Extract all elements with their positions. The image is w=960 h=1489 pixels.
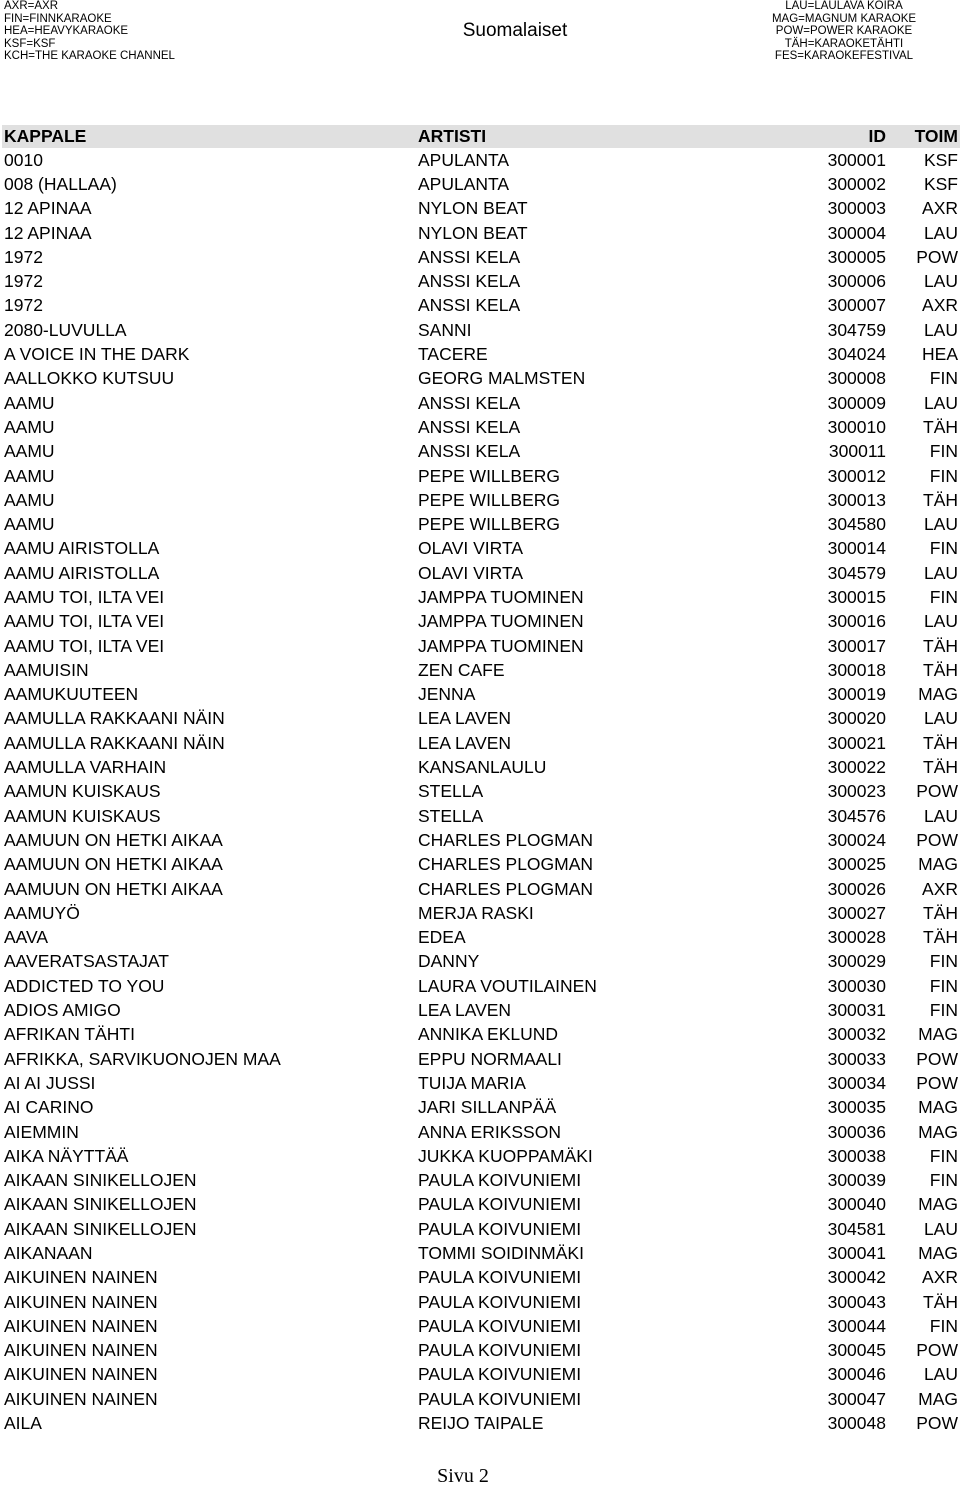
song-cell: AAMU TOI, ILTA VEI xyxy=(4,635,165,656)
artist-cell: SANNI xyxy=(418,319,472,340)
id-cell: 300007 xyxy=(827,295,886,316)
song-cell: ADIOS AMIGO xyxy=(4,1000,121,1021)
id-cell: 300044 xyxy=(827,1315,886,1336)
supplier-cell: FIN xyxy=(929,441,958,462)
table-row xyxy=(2,464,960,488)
supplier-cell: FIN xyxy=(929,368,958,389)
song-cell: AAMU AIRISTOLLA xyxy=(4,562,160,583)
song-cell: AAMUUN ON HETKI AIKAA xyxy=(4,878,223,899)
supplier-cell: POW xyxy=(916,1048,958,1069)
song-cell: 12 APINAA xyxy=(4,222,92,243)
table-row xyxy=(2,1314,960,1338)
id-cell: 300030 xyxy=(827,975,886,996)
song-cell: AAMU xyxy=(4,514,55,535)
artist-cell: CHARLES PLOGMAN xyxy=(418,878,594,899)
id-cell: 304580 xyxy=(827,514,886,535)
id-cell: 304581 xyxy=(827,1218,886,1239)
song-cell: AIKUINEN NAINEN xyxy=(4,1388,158,1409)
song-cell: AIKUINEN NAINEN xyxy=(4,1267,158,1288)
artist-cell: JAMPPA TUOMINEN xyxy=(418,586,584,607)
table-row xyxy=(2,440,960,464)
song-cell: AAMULLA RAKKAANI NÄIN xyxy=(4,732,225,753)
song-cell: AAVERATSASTAJAT xyxy=(4,951,169,972)
supplier-cell: TÄH xyxy=(923,927,958,948)
song-cell: 008 (HALLAA) xyxy=(4,173,117,194)
artist-cell: PAULA KOIVUNIEMI xyxy=(418,1291,582,1312)
song-cell: AAMUUN ON HETKI AIKAA xyxy=(4,854,223,875)
supplier-cell: MAG xyxy=(918,1243,958,1263)
song-cell: AIKAAN SINIKELLOJEN xyxy=(4,1194,197,1215)
id-cell: 300043 xyxy=(827,1291,886,1312)
supplier-cell: FIN xyxy=(929,465,958,486)
table-row xyxy=(2,415,960,439)
song-cell: AAMU xyxy=(4,441,55,462)
artist-cell: APULANTA xyxy=(418,173,510,194)
supplier-cell: POW xyxy=(916,246,958,267)
table-row xyxy=(2,853,960,877)
table-header-row xyxy=(2,125,960,148)
id-cell: 300042 xyxy=(827,1267,886,1288)
supplier-cell: HEA xyxy=(922,344,958,365)
id-cell: 300024 xyxy=(827,829,886,850)
id-cell: 300020 xyxy=(827,708,886,729)
artist-cell: GEORG MALMSTEN xyxy=(418,368,586,389)
artist-cell: PEPE WILLBERG xyxy=(418,514,560,535)
artist-cell: JAMPPA TUOMINEN xyxy=(418,635,584,656)
supplier-cell: MAG xyxy=(918,684,958,705)
legend-item: KSF=KSF xyxy=(4,37,56,50)
table-row xyxy=(2,488,960,512)
id-cell: 300031 xyxy=(827,1000,886,1021)
table-row xyxy=(2,755,960,779)
supplier-cell: TÄH xyxy=(923,416,958,437)
artist-cell: ANSSI KELA xyxy=(418,441,521,462)
table-row xyxy=(2,172,960,196)
id-cell: 300034 xyxy=(827,1072,886,1093)
song-cell: AIKUINEN NAINEN xyxy=(4,1340,158,1361)
supplier-cell: LAU xyxy=(923,562,958,583)
artist-cell: PAULA KOIVUNIEMI xyxy=(418,1315,582,1336)
id-cell: 300046 xyxy=(827,1364,886,1385)
supplier-cell: AXR xyxy=(922,1267,958,1288)
supplier-cell: LAU xyxy=(923,392,958,413)
supplier-cell: LAU xyxy=(923,611,958,632)
supplier-cell: FIN xyxy=(929,1145,958,1166)
supplier-cell: MAG xyxy=(918,1121,958,1142)
artist-cell: CHARLES PLOGMAN xyxy=(418,829,594,850)
supplier-cell: TÄH xyxy=(923,902,958,923)
id-cell: 300028 xyxy=(827,927,886,948)
table-row xyxy=(2,1411,960,1435)
table-row xyxy=(2,877,960,901)
id-cell: 300036 xyxy=(827,1121,886,1142)
supplier-cell: LAU xyxy=(923,708,958,729)
table-row xyxy=(2,1120,960,1144)
song-cell: AIKUINEN NAINEN xyxy=(4,1364,158,1385)
id-cell: 300048 xyxy=(827,1413,886,1434)
supplier-cell: TÄH xyxy=(923,757,958,778)
supplier-cell: FIN xyxy=(929,1000,958,1021)
table-row xyxy=(2,367,960,391)
table-row xyxy=(2,1266,960,1290)
artist-cell: PAULA KOIVUNIEMI xyxy=(418,1364,582,1385)
id-cell: 300009 xyxy=(827,392,886,413)
table-row xyxy=(2,512,960,536)
song-cell: AFRIKAN TÄHTI xyxy=(4,1024,135,1045)
song-cell: AFRIKKA, SARVIKUONOJEN MAA xyxy=(4,1048,281,1069)
supplier-cell: TÄH xyxy=(923,635,958,656)
supplier-cell: LAU xyxy=(923,1364,958,1385)
song-cell: AAMU xyxy=(4,465,55,486)
table-row xyxy=(2,1387,960,1411)
table-row xyxy=(2,1363,960,1387)
table-row xyxy=(2,683,960,707)
id-cell: 300003 xyxy=(827,198,886,219)
table-row xyxy=(2,610,960,634)
id-cell: 300041 xyxy=(827,1243,886,1263)
artist-cell: ANSSI KELA xyxy=(418,392,521,413)
song-cell: AAMU TOI, ILTA VEI xyxy=(4,611,165,632)
song-cell: AAMU xyxy=(4,416,55,437)
supplier-cell: FIN xyxy=(929,1170,958,1191)
legend-item: MAG=MAGNUM KARAOKE xyxy=(771,12,917,25)
supplier-cell: LAU xyxy=(923,1218,958,1239)
song-cell: 1972 xyxy=(4,295,43,316)
table-row xyxy=(2,926,960,950)
artist-cell: ANSSI KELA xyxy=(418,246,521,267)
table-row xyxy=(2,561,960,585)
table-row xyxy=(2,391,960,415)
artist-cell: ANNIKA EKLUND xyxy=(418,1024,559,1045)
song-cell: AAVA xyxy=(4,927,49,948)
supplier-cell: TÄH xyxy=(923,732,958,753)
table-row xyxy=(2,245,960,269)
table-row xyxy=(2,804,960,828)
table-row xyxy=(2,901,960,925)
supplier-cell: FIN xyxy=(929,975,958,996)
supplier-cell: AXR xyxy=(922,295,958,316)
id-cell: 300039 xyxy=(827,1170,886,1191)
artist-cell: JENNA xyxy=(418,684,476,705)
song-cell: AIKAAN SINIKELLOJEN xyxy=(4,1170,197,1191)
id-cell: 300026 xyxy=(827,878,886,899)
song-cell: 1972 xyxy=(4,271,43,292)
legend-item: KCH=THE KARAOKE CHANNEL xyxy=(4,50,175,63)
supplier-cell: MAG xyxy=(918,854,958,875)
table-row xyxy=(2,1290,960,1314)
supplier-cell: KSF xyxy=(923,173,958,194)
artist-cell: LAURA VOUTILAINEN xyxy=(418,975,597,996)
song-cell: AAMU TOI, ILTA VEI xyxy=(4,586,165,607)
artist-cell: OLAVI VIRTA xyxy=(418,538,524,559)
song-cell: AAMULLA RAKKAANI NÄIN xyxy=(4,708,225,729)
artist-cell: ANSSI KELA xyxy=(418,271,521,292)
song-cell: 2080-LUVULLA xyxy=(4,319,127,340)
song-cell: AAMUYÖ xyxy=(4,902,80,923)
table-row xyxy=(2,1071,960,1095)
table-row xyxy=(2,1168,960,1192)
supplier-cell: POW xyxy=(916,1413,958,1434)
song-cell: AIKAAN SINIKELLOJEN xyxy=(4,1218,197,1239)
id-cell: 300038 xyxy=(827,1145,886,1166)
id-cell: 304576 xyxy=(827,805,886,826)
column-header-artist: ARTISTI xyxy=(416,125,797,148)
song-cell: AAMU AIRISTOLLA xyxy=(4,538,160,559)
artist-cell: ANSSI KELA xyxy=(418,416,521,437)
song-cell: ADDICTED TO YOU xyxy=(4,975,165,996)
artist-cell: PAULA KOIVUNIEMI xyxy=(418,1340,582,1361)
table-row xyxy=(2,1144,960,1168)
supplier-cell: KSF xyxy=(923,149,958,170)
id-cell: 300019 xyxy=(827,684,886,705)
artist-cell: NYLON BEAT xyxy=(418,198,528,219)
artist-cell: TACERE xyxy=(418,344,488,365)
song-cell: AAMUN KUISKAUS xyxy=(4,805,161,826)
legend-item: FES=KARAOKEFESTIVAL xyxy=(774,50,914,63)
artist-cell: LEA LAVEN xyxy=(418,708,512,729)
artist-cell: STELLA xyxy=(418,805,484,826)
artist-cell: REIJO TAIPALE xyxy=(418,1413,544,1434)
legend-right xyxy=(764,0,924,63)
id-cell: 300035 xyxy=(827,1097,886,1118)
artist-cell: TOMMI SOIDINMÄKI xyxy=(418,1243,584,1263)
song-cell: AAMUN KUISKAUS xyxy=(4,781,161,802)
table-row xyxy=(2,1096,960,1120)
legend-item: LAU=LAULAVA KOIRA xyxy=(785,0,903,12)
table-body xyxy=(2,148,960,1436)
legend-item: AXR=AXR xyxy=(4,0,59,12)
supplier-cell: POW xyxy=(916,781,958,802)
song-cell: AAMULLA VARHAIN xyxy=(4,757,167,778)
id-cell: 300018 xyxy=(827,659,886,680)
id-cell: 300022 xyxy=(827,757,886,778)
artist-cell: JAMPPA TUOMINEN xyxy=(418,611,584,632)
song-cell: AILA xyxy=(4,1413,42,1434)
id-cell: 300002 xyxy=(827,173,886,194)
id-cell: 300013 xyxy=(827,489,886,510)
song-cell: AALLOKKO KUTSUU xyxy=(4,368,175,389)
column-header-id: ID xyxy=(797,125,888,148)
id-cell: 300032 xyxy=(827,1024,886,1045)
id-cell: 300025 xyxy=(827,854,886,875)
supplier-cell: FIN xyxy=(929,538,958,559)
id-cell: 300023 xyxy=(827,781,886,802)
artist-cell: TUIJA MARIA xyxy=(418,1072,526,1093)
song-cell: AIKUINEN NAINEN xyxy=(4,1291,158,1312)
artist-cell: CHARLES PLOGMAN xyxy=(418,854,594,875)
legend-item: FIN=FINNKARAOKE xyxy=(4,12,112,25)
supplier-cell: LAU xyxy=(923,222,958,243)
artist-cell: MERJA RASKI xyxy=(418,902,534,923)
id-cell: 304759 xyxy=(827,319,886,340)
table-row xyxy=(2,658,960,682)
supplier-cell: MAG xyxy=(918,1194,958,1215)
song-cell: AAMUUN ON HETKI AIKAA xyxy=(4,829,223,850)
song-cell: A VOICE IN THE DARK xyxy=(4,344,190,365)
artist-cell: DANNY xyxy=(418,951,480,972)
supplier-cell: FIN xyxy=(929,1315,958,1336)
table-row xyxy=(2,197,960,221)
song-cell: AI CARINO xyxy=(4,1097,94,1118)
id-cell: 300008 xyxy=(827,368,886,389)
artist-cell: PAULA KOIVUNIEMI xyxy=(418,1170,582,1191)
artist-cell: KANSANLAULU xyxy=(418,757,547,778)
id-cell: 300012 xyxy=(827,465,886,486)
artist-cell: PAULA KOIVUNIEMI xyxy=(418,1388,582,1409)
legend-item: POW=POWER KARAOKE xyxy=(775,25,913,38)
id-cell: 300004 xyxy=(827,222,886,243)
table-row xyxy=(2,537,960,561)
table-row xyxy=(2,221,960,245)
song-table xyxy=(2,125,960,1436)
supplier-cell: MAG xyxy=(918,1097,958,1118)
id-cell: 300033 xyxy=(827,1048,886,1069)
table-row xyxy=(2,828,960,852)
table-row xyxy=(2,342,960,366)
supplier-cell: LAU xyxy=(923,319,958,340)
table-row xyxy=(2,950,960,974)
artist-cell: PEPE WILLBERG xyxy=(418,465,560,486)
table-row xyxy=(2,269,960,293)
supplier-cell: TÄH xyxy=(923,659,958,680)
artist-cell: APULANTA xyxy=(418,149,510,170)
supplier-cell: LAU xyxy=(923,805,958,826)
artist-cell: LEA LAVEN xyxy=(418,732,512,753)
supplier-cell: LAU xyxy=(923,514,958,535)
table-row xyxy=(2,318,960,342)
id-cell: 300006 xyxy=(827,271,886,292)
id-cell: 300021 xyxy=(827,732,886,753)
supplier-cell: TÄH xyxy=(923,489,958,510)
song-cell: AAMUKUUTEEN xyxy=(4,684,139,705)
supplier-cell: FIN xyxy=(929,951,958,972)
artist-cell: ANNA ERIKSSON xyxy=(418,1121,561,1142)
artist-cell: PAULA KOIVUNIEMI xyxy=(418,1194,582,1215)
artist-cell: NYLON BEAT xyxy=(418,222,528,243)
id-cell: 304024 xyxy=(827,344,886,365)
legend-item: HEA=HEAVYKARAOKE xyxy=(4,25,129,38)
table-row xyxy=(2,294,960,318)
id-cell: 300016 xyxy=(827,611,886,632)
supplier-cell: FIN xyxy=(929,586,958,607)
column-header-supplier: TOIM xyxy=(888,125,960,148)
artist-cell: JUKKA KUOPPAMÄKI xyxy=(418,1145,593,1166)
id-cell: 300040 xyxy=(827,1194,886,1215)
supplier-cell: LAU xyxy=(923,271,958,292)
table-row xyxy=(2,148,960,172)
table-row xyxy=(2,974,960,998)
id-cell: 300005 xyxy=(827,246,886,267)
id-cell: 300045 xyxy=(827,1340,886,1361)
table-row xyxy=(2,1339,960,1363)
supplier-cell: TÄH xyxy=(923,1291,958,1312)
supplier-cell: POW xyxy=(916,1340,958,1361)
supplier-cell: MAG xyxy=(918,1388,958,1409)
id-cell: 300029 xyxy=(827,951,886,972)
page-title: Suomalaiset xyxy=(462,20,568,41)
id-cell: 304579 xyxy=(827,562,886,583)
supplier-cell: MAG xyxy=(918,1024,958,1045)
table-row xyxy=(2,585,960,609)
id-cell: 300010 xyxy=(827,416,886,437)
artist-cell: EDEA xyxy=(418,927,466,948)
legend-item: TÄH=KARAOKETÄHTI xyxy=(784,37,904,50)
table-row xyxy=(2,731,960,755)
supplier-cell: AXR xyxy=(922,198,958,219)
song-cell: 12 APINAA xyxy=(4,198,92,219)
id-cell: 300015 xyxy=(827,586,886,607)
table-row xyxy=(2,1047,960,1071)
supplier-cell: POW xyxy=(916,1072,958,1093)
table-row xyxy=(2,634,960,658)
song-cell: AIEMMIN xyxy=(4,1121,79,1142)
song-cell: AAMU xyxy=(4,392,55,413)
artist-cell: OLAVI VIRTA xyxy=(418,562,524,583)
song-cell: AAMUISIN xyxy=(4,659,89,680)
supplier-cell: POW xyxy=(916,829,958,850)
song-cell: 1972 xyxy=(4,246,43,267)
artist-cell: PEPE WILLBERG xyxy=(418,489,560,510)
table-row xyxy=(2,998,960,1022)
column-header-song: KAPPALE xyxy=(2,125,416,148)
page-number: Sivu 2 xyxy=(437,1465,489,1487)
artist-cell: ZEN CAFE xyxy=(418,659,505,680)
id-cell: 300014 xyxy=(827,538,886,559)
id-cell: 300001 xyxy=(827,149,886,170)
song-cell: AIKA NÄYTTÄÄ xyxy=(4,1145,129,1166)
song-cell: 0010 xyxy=(4,149,43,170)
artist-cell: EPPU NORMAALI xyxy=(418,1048,562,1069)
artist-cell: ANSSI KELA xyxy=(418,295,521,316)
supplier-cell: AXR xyxy=(922,878,958,899)
artist-cell: PAULA KOIVUNIEMI xyxy=(418,1218,582,1239)
table-row xyxy=(2,1241,960,1265)
table-row xyxy=(2,707,960,731)
song-cell: AIKANAAN xyxy=(4,1243,93,1263)
table-row xyxy=(2,1193,960,1217)
table-row xyxy=(2,1217,960,1241)
song-cell: AIKUINEN NAINEN xyxy=(4,1315,158,1336)
id-cell: 300027 xyxy=(827,902,886,923)
id-cell: 300011 xyxy=(828,441,886,462)
table-row xyxy=(2,1023,960,1047)
artist-cell: LEA LAVEN xyxy=(418,1000,512,1021)
song-cell: AI AI JUSSI xyxy=(4,1072,96,1093)
song-cell: AAMU xyxy=(4,489,55,510)
id-cell: 300047 xyxy=(827,1388,886,1409)
artist-cell: PAULA KOIVUNIEMI xyxy=(418,1267,582,1288)
table-row xyxy=(2,780,960,804)
artist-cell: JARI SILLANPÄÄ xyxy=(418,1097,557,1118)
id-cell: 300017 xyxy=(827,635,886,656)
artist-cell: STELLA xyxy=(418,781,484,802)
